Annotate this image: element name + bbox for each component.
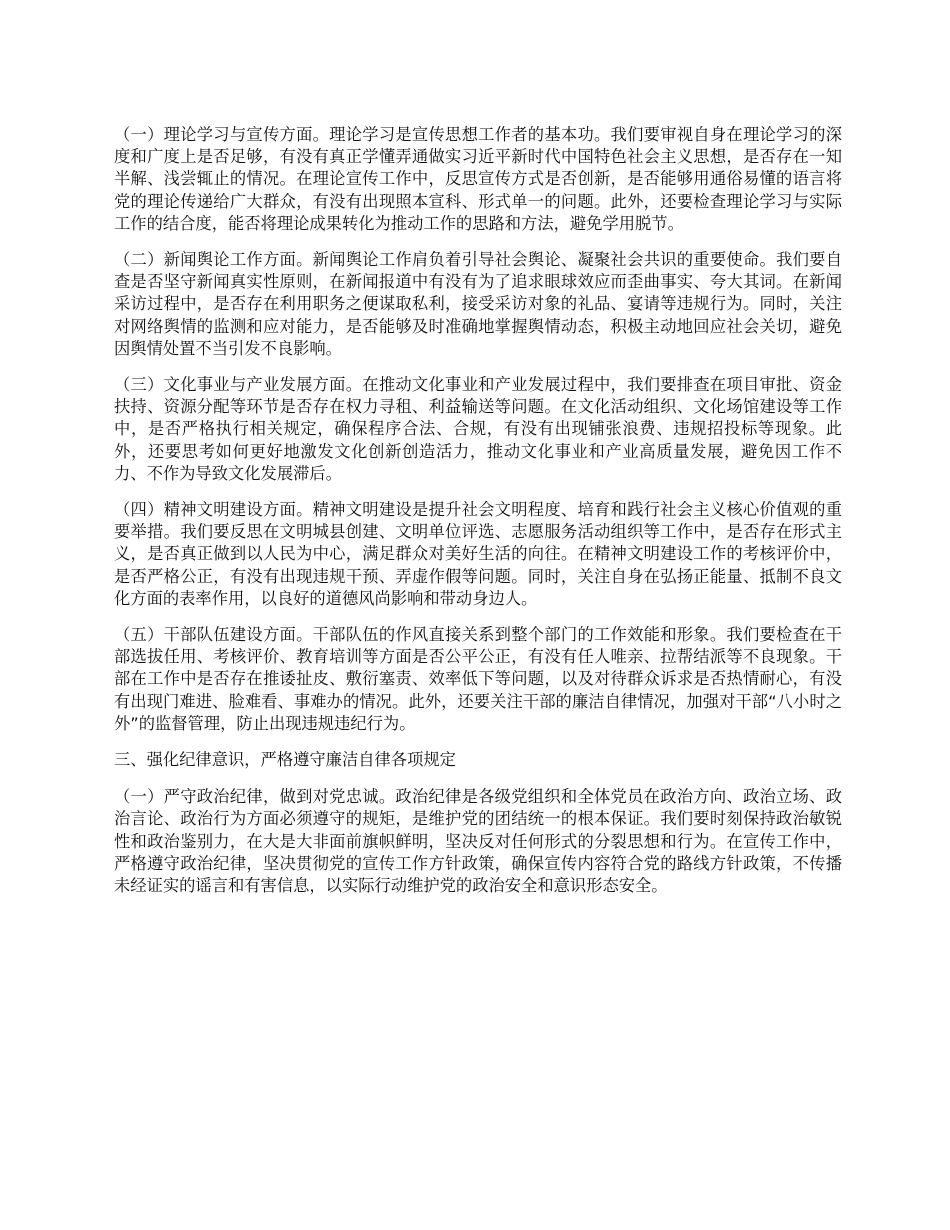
paragraph-theory-study: （一）理论学习与宣传方面。理论学习是宣传思想工作者的基本功。我们要审视自身在理论学习的深度和广度上是否足够，有没有真正学懂弄通做实习近平新时代中国特色社会主义思想，是否存在一知半解、浅尝辄止的情况。在理论宣传工作中，反思宣传方式是否创新，是否能够用通俗易懂的语言将党的理论传递给广大群众，有没有出现照本宣科、形式单一的问题。此外，还要检查理论学习与实际工作的结合度，能否将理论成果转化为推动工作的思路和方法，避免学用脱节。 <box>114 125 842 233</box>
section-heading-discipline: 三、强化纪律意识，严格遵守廉洁自律各项规定 <box>114 750 456 770</box>
paragraph-cadre-team: （五）干部队伍建设方面。干部队伍的作风直接关系到整个部门的工作效能和形象。我们要检查在干部选拔任用、考核评价、教育培训等方面是否公平公正，有没有任人唯亲、拉帮结派等不良现象。干部在工作中是否存在推诿扯皮、敷衍塞责、效率低下等问题，以及对待群众诉求是否热情耐心，有没有出现门难进、脸难看、事难办的情况。此外，还要关注干部的廉洁自律情况，加强对干部“八小时之外”的监督管理，防止出现违规违纪行为。 <box>114 625 842 733</box>
paragraph-news-opinion: （二）新闻舆论工作方面。新闻舆论工作肩负着引导社会舆论、凝聚社会共识的重要使命。我们要自查是否坚守新闻真实性原则，在新闻报道中有没有为了追求眼球效应而歪曲事实、夸大其词。在新闻采访过程中，是否存在利用职务之便谋取私利，接受采访对象的礼品、宴请等违规行为。同时，关注对网络舆情的监测和应对能力，是否能够及时准确地掌握舆情动态，积极主动地回应社会关切，避免因舆情处置不当引发不良影响。 <box>114 250 842 358</box>
paragraph-culture-industry: （三）文化事业与产业发展方面。在推动文化事业和产业发展过程中，我们要排查在项目审批、资金扶持、资源分配等环节是否存在权力寻租、利益输送等问题。在文化活动组织、文化场馆建设等工作中，是否严格执行相关规定，确保程序合法、合规，有没有出现铺张浪费、违规招投标等现象。此外，还要思考如何更好地激发文化创新创造活力，推动文化事业和产业高质量发展，避免因工作不力、不作为导致文化发展滞后。 <box>114 375 842 483</box>
paragraph-spiritual-civilization: （四）精神文明建设方面。精神文明建设是提升社会文明程度、培育和践行社会主义核心价值观的重要举措。我们要反思在文明城县创建、文明单位评选、志愿服务活动组织等工作中，是否存在形式主义，是否真正做到以人民为中心，满足群众对美好生活的向往。在精神文明建设工作的考核评价中，是否严格公正，有没有出现违规干预、弄虚作假等问题。同时，关注自身在弘扬正能量、抵制不良文化方面的表率作用，以良好的道德风尚影响和带动身边人。 <box>114 500 842 608</box>
paragraph-political-discipline: （一）严守政治纪律，做到对党忠诚。政治纪律是各级党组织和全体党员在政治方向、政治立场、政治言论、政治行为方面必须遵守的规矩，是维护党的团结统一的根本保证。我们要时刻保持政治敏锐性和政治鉴别力，在大是大非面前旗帜鲜明，坚决反对任何形式的分裂思想和行为。在宣传工作中，严格遵守政治纪律，坚决贯彻党的宣传工作方针政策，确保宣传内容符合党的路线方针政策，不传播未经证实的谣言和有害信息，以实际行动维护党的政治安全和意识形态安全。 <box>114 787 842 896</box>
document-body <box>114 124 842 911</box>
